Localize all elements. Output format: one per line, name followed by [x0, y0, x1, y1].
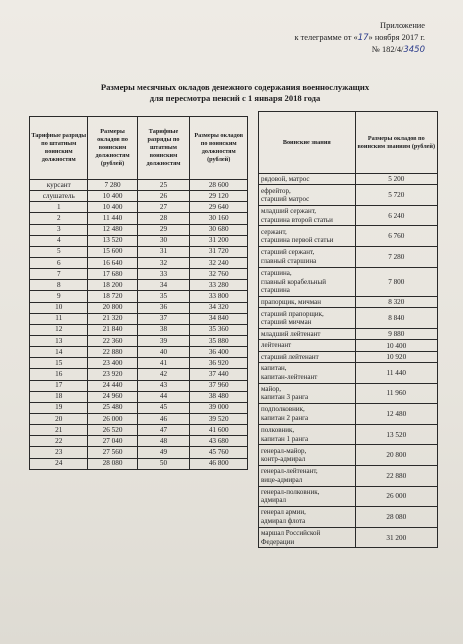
salary-cell: 22 880: [88, 347, 137, 358]
tariff-grade-cell: 36: [137, 302, 190, 313]
salary-cell: 39 520: [190, 413, 248, 424]
rank-cell: [259, 383, 356, 404]
rank-cell: [259, 174, 356, 185]
tariff-grade-cell: 50: [137, 458, 190, 469]
rank-line: капитан 2 ранга: [261, 413, 309, 422]
salary-cell: 31 720: [190, 246, 248, 257]
rank-cell: [259, 185, 356, 206]
rank-cell: [259, 340, 356, 351]
salary-cell: 30 680: [190, 224, 248, 235]
salary-cell: 32 760: [190, 269, 248, 280]
tariff-grade-cell: слушатель: [30, 191, 88, 202]
salary-cell: 27 560: [88, 447, 137, 458]
rank-line: ефрейтор,: [261, 186, 291, 195]
tariff-grade-cell: 24: [30, 458, 88, 469]
salary-cell: 24 440: [88, 380, 137, 391]
rank-line: главный старшина: [261, 256, 317, 265]
table-row: [30, 257, 248, 268]
salary-cell: 35 880: [190, 335, 248, 346]
rank-cell: [259, 404, 356, 425]
table-row: [259, 445, 438, 466]
telegram-number-line: [294, 44, 425, 57]
tariff-grade-cell: 30: [137, 235, 190, 246]
rank-salary-cell: 10 400: [355, 340, 437, 351]
tariff-grade-cell: 19: [30, 402, 88, 413]
rank-salary-cell: 22 880: [355, 465, 437, 486]
rank-line: майор,: [261, 384, 281, 393]
salary-cell: 10 400: [88, 191, 137, 202]
header-military-rank: Воинские звания: [259, 112, 356, 174]
table-row: [30, 224, 248, 235]
handwritten-number: 3450: [403, 45, 425, 56]
salary-cell: 10 400: [88, 202, 137, 213]
tariff-grade-cell: 1: [30, 202, 88, 213]
tariff-grade-cell: 9: [30, 291, 88, 302]
rank-salary-cell: 28 080: [355, 507, 437, 528]
tariff-grade-cell: 48: [137, 436, 190, 447]
title-line-1: Размеры месячных окладов денежного содержания военнослужащих: [100, 82, 370, 92]
salary-cell: 39 000: [190, 402, 248, 413]
table-row: [259, 174, 438, 185]
rank-line: генерал-майор,: [261, 446, 307, 455]
table-row: [30, 458, 248, 469]
tariff-grade-cell: 13: [30, 335, 88, 346]
telegram-date-line: [294, 32, 425, 45]
tariff-grade-cell: 47: [137, 425, 190, 436]
tariff-grade-cell: 21: [30, 425, 88, 436]
table-row: [30, 246, 248, 257]
tariff-grade-cell: 12: [30, 324, 88, 335]
table-row: [30, 191, 248, 202]
title-line-2: для пересмотра пенсий с 1 января 2018 года: [149, 93, 321, 103]
tariff-grade-cell: 17: [30, 380, 88, 391]
salary-cell: 21 320: [88, 313, 137, 324]
table-row: [30, 347, 248, 358]
rank-cell: [259, 297, 356, 308]
tariff-grade-cell: 2: [30, 213, 88, 224]
rank-cell: [259, 267, 356, 297]
rank-cell: [259, 247, 356, 268]
rank-line: старшина второй статьи: [261, 215, 333, 224]
salary-cell: 11 440: [88, 213, 137, 224]
tariff-grade-cell: 10: [30, 302, 88, 313]
table-row: [259, 424, 438, 445]
header-tariff-grade-1: Тарифные разряды по штатным воинским должностям: [30, 117, 88, 180]
salary-cell: 37 960: [190, 380, 248, 391]
tariff-grade-cell: 20: [30, 413, 88, 424]
tariff-grade-cell: 37: [137, 313, 190, 324]
table-row: [30, 380, 248, 391]
salary-cell: 27 040: [88, 436, 137, 447]
rank-line: главный корабельный: [261, 277, 326, 286]
tariff-grade-cell: 6: [30, 257, 88, 268]
table-row: [259, 205, 438, 226]
tariff-grade-cell: 8: [30, 280, 88, 291]
rank-cell: [259, 362, 356, 383]
tariff-grade-cell: 11: [30, 313, 88, 324]
telegram-date-prefix: к телеграмме от «: [294, 32, 358, 42]
salary-cell: 21 840: [88, 324, 137, 335]
rank-line: капитан 3 ранга: [261, 393, 309, 402]
document-title: [20, 82, 450, 104]
rank-line: рядовой, матрос: [261, 174, 310, 183]
rank-line: вице-адмирал: [261, 475, 303, 484]
rank-line: маршал Российской: [261, 528, 321, 537]
salary-cell: 24 960: [88, 391, 137, 402]
telegram-date-suffix: » ноября 2017 г.: [368, 32, 425, 42]
tariff-grade-cell: 43: [137, 380, 190, 391]
salary-cell: 7 280: [88, 180, 137, 191]
rank-salary-cell: 12 480: [355, 404, 437, 425]
table-row: [259, 507, 438, 528]
header-tariff-grade-2: Тарифные разряды по штатным воинским должностям: [137, 117, 190, 180]
table-row: [30, 358, 248, 369]
salary-cell: 18 200: [88, 280, 137, 291]
rank-line: старший прапорщик,: [261, 309, 324, 318]
rank-cell: [259, 486, 356, 507]
rank-line: генерал армии,: [261, 508, 306, 517]
tariff-grade-cell: 45: [137, 402, 190, 413]
rank-salary-cell: 31 200: [355, 527, 437, 548]
tariff-grade-cell: 41: [137, 358, 190, 369]
table-row: [30, 291, 248, 302]
tariff-grade-cell: 3: [30, 224, 88, 235]
table-row: [259, 185, 438, 206]
table-row: [259, 297, 438, 308]
rank-salary-cell: 6 240: [355, 205, 437, 226]
rank-cell: [259, 424, 356, 445]
rank-line: младший лейтенант: [261, 329, 321, 338]
rank-salary-table: [258, 111, 438, 548]
salary-cell: 13 520: [88, 235, 137, 246]
rank-line: капитан 1 ранга: [261, 434, 309, 443]
salary-cell: 26 000: [88, 413, 137, 424]
rank-cell: [259, 329, 356, 340]
tariff-grade-cell: 35: [137, 291, 190, 302]
table-row: [30, 413, 248, 424]
handwritten-day: 17: [357, 32, 369, 43]
rank-line: адмирал флота: [261, 516, 306, 525]
rank-salary-cell: 10 920: [355, 351, 437, 362]
rank-cell: [259, 445, 356, 466]
table-row: [259, 404, 438, 425]
tariff-grade-cell: курсант: [30, 180, 88, 191]
rank-cell: [259, 226, 356, 247]
rank-salary-cell: 7 800: [355, 267, 437, 297]
rank-table-header-row: [259, 112, 438, 174]
table-row: [30, 447, 248, 458]
table-row: [30, 402, 248, 413]
salary-cell: 45 760: [190, 447, 248, 458]
table-row: [259, 486, 438, 507]
salary-cell: 12 480: [88, 224, 137, 235]
table-row: [259, 351, 438, 362]
salary-cell: 32 240: [190, 257, 248, 268]
rank-line: капитан-лейтенант: [261, 372, 318, 381]
rank-cell: [259, 351, 356, 362]
tariff-grade-cell: 26: [137, 191, 190, 202]
table-row: [259, 527, 438, 548]
header-salary-2: Размеры окладов по воинским должностям (рублей): [190, 117, 248, 180]
tariff-grade-cell: 31: [137, 246, 190, 257]
salary-cell: 20 800: [88, 302, 137, 313]
rank-salary-cell: 5 200: [355, 174, 437, 185]
rank-cell: [259, 308, 356, 329]
tariff-grade-cell: 25: [137, 180, 190, 191]
rank-line: полковник,: [261, 425, 295, 434]
rank-salary-cell: 7 280: [355, 247, 437, 268]
salary-cell: 34 320: [190, 302, 248, 313]
table-row: [30, 425, 248, 436]
rank-cell: [259, 465, 356, 486]
tariff-salary-table: [29, 116, 248, 470]
rank-line: старший матрос: [261, 195, 310, 204]
salary-cell: 34 840: [190, 313, 248, 324]
tariff-grade-cell: 16: [30, 369, 88, 380]
table-row: [259, 247, 438, 268]
rank-salary-cell: 20 800: [355, 445, 437, 466]
tariff-grade-cell: 7: [30, 269, 88, 280]
table-row: [30, 369, 248, 380]
salary-cell: 26 520: [88, 425, 137, 436]
rank-salary-cell: 5 720: [355, 185, 437, 206]
salary-cell: 43 680: [190, 436, 248, 447]
tariff-grade-cell: 39: [137, 335, 190, 346]
salary-cell: 28 080: [88, 458, 137, 469]
tariff-grade-cell: 5: [30, 246, 88, 257]
table-row: [30, 302, 248, 313]
salary-cell: 30 160: [190, 213, 248, 224]
rank-line: генерал-лейтенант,: [261, 467, 318, 476]
table-row: [30, 280, 248, 291]
salary-cell: 18 720: [88, 291, 137, 302]
salary-cell: 29 120: [190, 191, 248, 202]
rank-line: старший сержант,: [261, 248, 315, 257]
rank-line: старший лейтенант: [261, 352, 319, 361]
rank-line: адмирал: [261, 496, 287, 505]
table-row: [30, 324, 248, 335]
rank-line: лейтенант: [261, 341, 292, 350]
salary-cell: 28 600: [190, 180, 248, 191]
tariff-table-header-row: [30, 117, 248, 180]
rank-line: старшина,: [261, 269, 292, 278]
salary-cell: 17 680: [88, 269, 137, 280]
tariff-grade-cell: 22: [30, 436, 88, 447]
rank-cell: [259, 527, 356, 548]
rank-salary-cell: 8 840: [355, 308, 437, 329]
table-row: [259, 383, 438, 404]
salary-cell: 25 480: [88, 402, 137, 413]
tariff-grade-cell: 27: [137, 202, 190, 213]
table-row: [259, 267, 438, 297]
salary-cell: 46 800: [190, 458, 248, 469]
table-row: [259, 226, 438, 247]
tariff-grade-cell: 46: [137, 413, 190, 424]
table-row: [30, 313, 248, 324]
header-rank-salary: Размеры окладов по воинским званиям (рублей): [355, 112, 437, 174]
tariff-grade-cell: 28: [137, 213, 190, 224]
tariff-grade-cell: 33: [137, 269, 190, 280]
header-salary-1: Размеры окладов по воинским должностям (рублей): [88, 117, 137, 180]
rank-line: генерал-полковник,: [261, 487, 320, 496]
tariff-grade-cell: 49: [137, 447, 190, 458]
salary-cell: 41 600: [190, 425, 248, 436]
table-row: [259, 329, 438, 340]
tariff-grade-cell: 15: [30, 358, 88, 369]
salary-cell: 22 360: [88, 335, 137, 346]
table-row: [30, 235, 248, 246]
tariff-grade-cell: 34: [137, 280, 190, 291]
rank-line: контр-адмирал: [261, 455, 306, 464]
table-row: [30, 335, 248, 346]
salary-cell: 33 800: [190, 291, 248, 302]
salary-cell: 23 400: [88, 358, 137, 369]
rank-line: младший сержант,: [261, 207, 316, 216]
salary-cell: 15 600: [88, 246, 137, 257]
tariff-grade-cell: 29: [137, 224, 190, 235]
table-row: [259, 465, 438, 486]
table-row: [30, 391, 248, 402]
appendix-note: [294, 20, 425, 57]
tariff-grade-cell: 44: [137, 391, 190, 402]
rank-salary-cell: 6 760: [355, 226, 437, 247]
rank-salary-cell: 13 520: [355, 424, 437, 445]
table-row: [30, 202, 248, 213]
table-row: [259, 340, 438, 351]
tariff-grade-cell: 4: [30, 235, 88, 246]
salary-cell: 35 360: [190, 324, 248, 335]
tariff-grade-cell: 18: [30, 391, 88, 402]
table-row: [30, 436, 248, 447]
appendix-label: Приложение: [380, 21, 425, 30]
tariff-grade-cell: 42: [137, 369, 190, 380]
rank-salary-cell: 11 440: [355, 362, 437, 383]
rank-line: сержант,: [261, 227, 287, 236]
table-row: [30, 180, 248, 191]
tariff-grade-cell: 23: [30, 447, 88, 458]
salary-cell: 29 640: [190, 202, 248, 213]
salary-cell: 31 200: [190, 235, 248, 246]
tariff-grade-cell: 40: [137, 347, 190, 358]
rank-line: старшина: [261, 286, 290, 295]
tariff-grade-cell: 14: [30, 347, 88, 358]
salary-cell: 38 480: [190, 391, 248, 402]
tariff-grade-cell: 32: [137, 257, 190, 268]
table-row: [259, 362, 438, 383]
table-row: [30, 213, 248, 224]
salary-cell: 23 920: [88, 369, 137, 380]
salary-cell: 16 640: [88, 257, 137, 268]
rank-cell: [259, 507, 356, 528]
salary-cell: 37 440: [190, 369, 248, 380]
rank-line: капитан,: [261, 364, 287, 373]
rank-line: прапорщик, мичман: [261, 298, 321, 307]
rank-salary-cell: 11 960: [355, 383, 437, 404]
salary-cell: 36 920: [190, 358, 248, 369]
rank-line: старший мичман: [261, 318, 312, 327]
rank-cell: [259, 205, 356, 226]
table-row: [259, 308, 438, 329]
rank-line: подполковник,: [261, 405, 305, 414]
table-row: [30, 269, 248, 280]
rank-line: Федерации: [261, 537, 295, 546]
rank-line: старшина первой статьи: [261, 236, 334, 245]
rank-salary-cell: 26 000: [355, 486, 437, 507]
tariff-grade-cell: 38: [137, 324, 190, 335]
rank-salary-cell: 8 320: [355, 297, 437, 308]
salary-cell: 36 400: [190, 347, 248, 358]
rank-salary-cell: 9 880: [355, 329, 437, 340]
telegram-number-prefix: № 182/4/: [371, 45, 404, 55]
salary-cell: 33 280: [190, 280, 248, 291]
